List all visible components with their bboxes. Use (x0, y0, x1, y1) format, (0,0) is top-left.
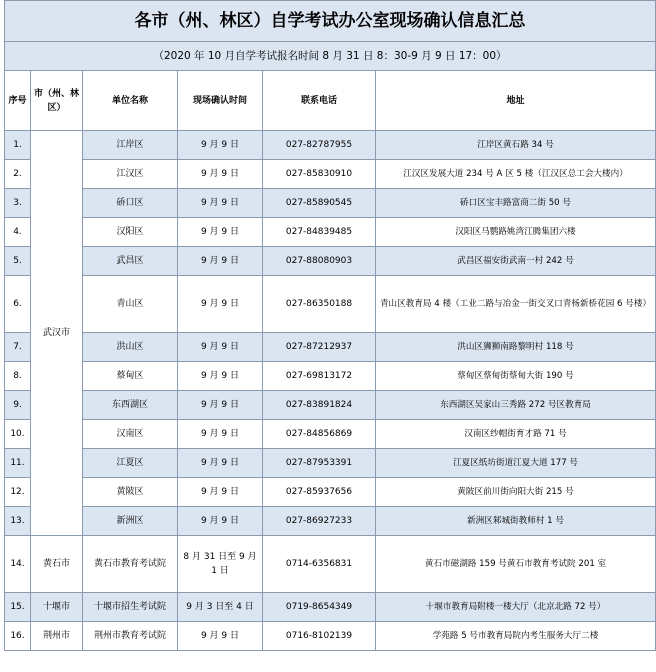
table-row (5, 189, 656, 218)
row-time: 9 月 9 日 (178, 247, 263, 276)
table-row (5, 391, 656, 420)
table-title: 各市（州、林区）自学考试办公室现场确认信息汇总 (5, 1, 656, 42)
row-time: 9 月 9 日 (178, 160, 263, 189)
row-address: 江岸区黄石路 34 号 (376, 131, 656, 160)
table-row (5, 131, 656, 160)
row-time: 9 月 9 日 (178, 449, 263, 478)
row-unit: 洪山区 (83, 333, 178, 362)
row-seq: 8. (5, 362, 31, 391)
row-time: 9 月 9 日 (178, 507, 263, 536)
row-phone: 027-88080903 (263, 247, 376, 276)
row-unit: 江夏区 (83, 449, 178, 478)
row-phone: 027-85937656 (263, 478, 376, 507)
header-address: 地址 (376, 71, 656, 131)
header-phone: 联系电话 (263, 71, 376, 131)
row-city: 黄石市 (31, 536, 83, 593)
row-unit: 汉阳区 (83, 218, 178, 247)
header-row (5, 71, 656, 131)
row-city-wuhan: 武汉市 (31, 131, 83, 536)
row-address: 新洲区邾城街教师村 1 号 (376, 507, 656, 536)
row-unit: 硚口区 (83, 189, 178, 218)
row-phone: 027-84839485 (263, 218, 376, 247)
row-phone: 027-85830910 (263, 160, 376, 189)
row-seq: 16. (5, 622, 31, 651)
row-address: 黄陂区前川街向阳大街 215 号 (376, 478, 656, 507)
table-row (5, 362, 656, 391)
table-row (5, 536, 656, 593)
row-seq: 15. (5, 593, 31, 622)
table-row (5, 622, 656, 651)
row-phone: 0716-8102139 (263, 622, 376, 651)
row-address: 硚口区宝丰路富商二街 50 号 (376, 189, 656, 218)
row-seq: 6. (5, 276, 31, 333)
row-time: 9 月 9 日 (178, 362, 263, 391)
row-time: 9 月 9 日 (178, 189, 263, 218)
row-phone: 0714-6356831 (263, 536, 376, 593)
row-address: 黄石市磁湖路 159 号黄石市教育考试院 201 室 (376, 536, 656, 593)
row-seq: 11. (5, 449, 31, 478)
row-unit: 东西湖区 (83, 391, 178, 420)
row-address: 汉阳区马鹦路姚湾江腾集团六楼 (376, 218, 656, 247)
row-seq: 1. (5, 131, 31, 160)
table-row (5, 247, 656, 276)
row-unit: 江汉区 (83, 160, 178, 189)
table-row (5, 507, 656, 536)
confirmation-info-table (4, 0, 656, 651)
header-unit: 单位名称 (83, 71, 178, 131)
header-seq: 序号 (5, 71, 31, 131)
row-seq: 3. (5, 189, 31, 218)
row-time: 9 月 9 日 (178, 218, 263, 247)
row-address: 洪山区狮狮南路黎明村 118 号 (376, 333, 656, 362)
table-row (5, 333, 656, 362)
table-row (5, 478, 656, 507)
row-unit: 汉南区 (83, 420, 178, 449)
row-phone: 027-86927233 (263, 507, 376, 536)
row-unit: 黄陂区 (83, 478, 178, 507)
row-address: 汉南区纱帽街育才路 71 号 (376, 420, 656, 449)
row-time: 8 月 31 日至 9 月 1 日 (178, 536, 263, 593)
row-seq: 13. (5, 507, 31, 536)
row-address: 青山区教育局 4 楼（工业二路与冶金一街交叉口青杨新桥花园 6 号楼） (376, 276, 656, 333)
row-unit: 武昌区 (83, 247, 178, 276)
row-unit: 蔡甸区 (83, 362, 178, 391)
row-seq: 9. (5, 391, 31, 420)
row-city: 十堰市 (31, 593, 83, 622)
row-phone: 027-69813172 (263, 362, 376, 391)
row-time: 9 月 3 日至 4 日 (178, 593, 263, 622)
header-time: 现场确认时间 (178, 71, 263, 131)
row-phone: 027-85890545 (263, 189, 376, 218)
table-row (5, 218, 656, 247)
row-address: 江夏区纸坊街道江夏大道 177 号 (376, 449, 656, 478)
row-address: 学苑路 5 号市教育局院内考生服务大厅二楼 (376, 622, 656, 651)
row-time: 9 月 9 日 (178, 391, 263, 420)
row-unit: 新洲区 (83, 507, 178, 536)
row-time: 9 月 9 日 (178, 131, 263, 160)
row-phone: 027-87212937 (263, 333, 376, 362)
table-row (5, 276, 656, 333)
row-time: 9 月 9 日 (178, 478, 263, 507)
row-phone: 0719-8654349 (263, 593, 376, 622)
header-city: 市（州、林区） (31, 71, 83, 131)
row-unit: 黄石市教育考试院 (83, 536, 178, 593)
row-seq: 12. (5, 478, 31, 507)
row-unit: 十堰市招生考试院 (83, 593, 178, 622)
row-address: 武昌区福安街武南一村 242 号 (376, 247, 656, 276)
row-seq: 10. (5, 420, 31, 449)
table-subtitle: （2020 年 10 月自学考试报名时间 8 月 31 日 8：30-9 月 9 日 17：00） (5, 42, 656, 71)
row-unit: 荆州市教育考试院 (83, 622, 178, 651)
row-seq: 5. (5, 247, 31, 276)
row-address: 十堰市教育局附楼一楼大厅（北京北路 72 号） (376, 593, 656, 622)
row-time: 9 月 9 日 (178, 276, 263, 333)
row-phone: 027-87953391 (263, 449, 376, 478)
row-address: 江汉区发展大道 234 号 A 区 5 楼（江汉区总工会大楼内） (376, 160, 656, 189)
row-city: 荆州市 (31, 622, 83, 651)
row-time: 9 月 9 日 (178, 622, 263, 651)
row-address: 蔡甸区蔡甸街蔡甸大街 190 号 (376, 362, 656, 391)
row-seq: 4. (5, 218, 31, 247)
row-phone: 027-83891824 (263, 391, 376, 420)
row-unit: 江岸区 (83, 131, 178, 160)
row-phone: 027-84856869 (263, 420, 376, 449)
row-time: 9 月 9 日 (178, 333, 263, 362)
table-row (5, 593, 656, 622)
row-time: 9 月 9 日 (178, 420, 263, 449)
row-phone: 027-82787955 (263, 131, 376, 160)
row-seq: 14. (5, 536, 31, 593)
row-seq: 2. (5, 160, 31, 189)
table-row (5, 420, 656, 449)
row-unit: 青山区 (83, 276, 178, 333)
table-row (5, 449, 656, 478)
row-address: 东西湖区吴家山三秀路 272 号区教育局 (376, 391, 656, 420)
row-phone: 027-86350188 (263, 276, 376, 333)
table-row (5, 160, 656, 189)
row-seq: 7. (5, 333, 31, 362)
